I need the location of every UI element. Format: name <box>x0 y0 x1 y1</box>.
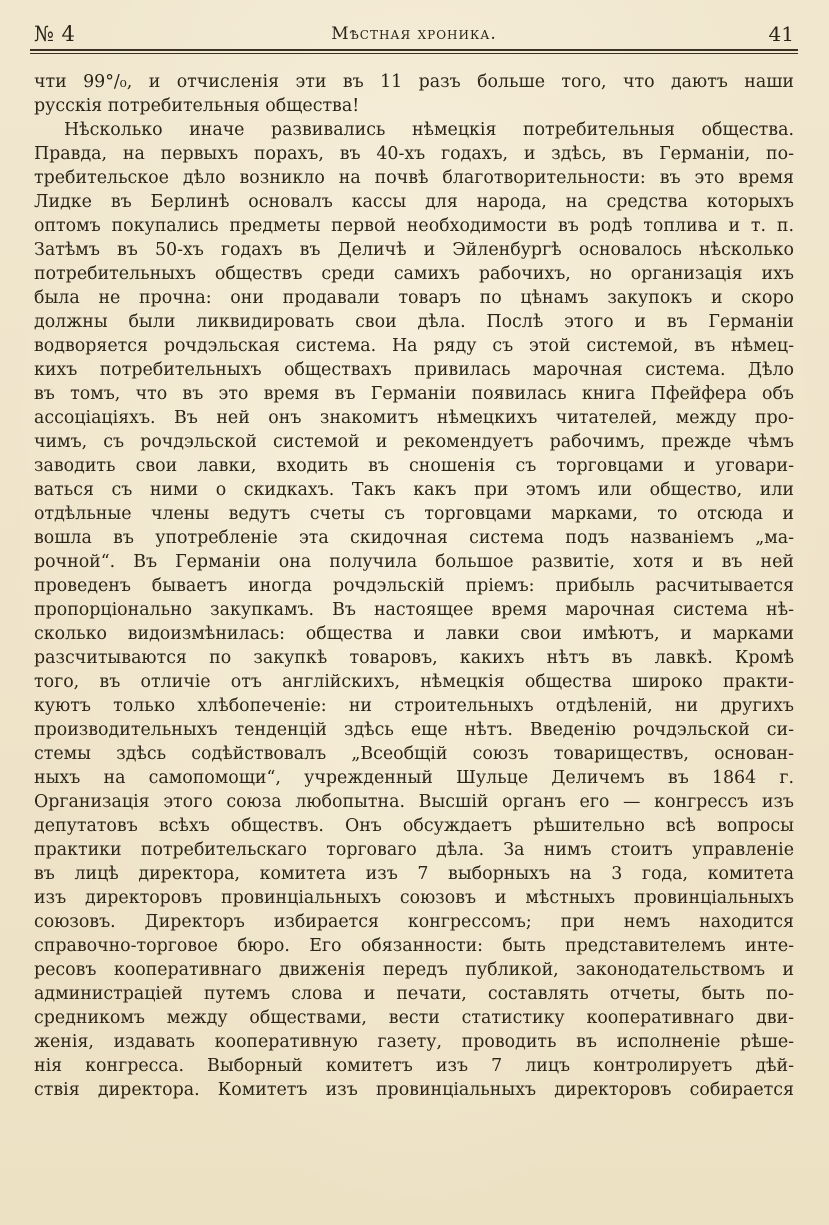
text-line: ассоціаціяхъ. Въ ней онъ знакомитъ нѣмецкихъ читателей, между про- <box>34 408 794 428</box>
text-line: проведенъ бываетъ иногда рочдэльскій пріемъ: прибыль расчитывается <box>34 576 794 596</box>
running-header <box>34 20 794 48</box>
text-line: администраціей путемъ слова и печати, составлять отчеты, быть по- <box>34 984 794 1004</box>
text-line: справочно-торговое бюро. Его обязанности: быть представителемъ инте- <box>34 936 794 956</box>
text-line: женія, издавать кооперативную газету, проводить въ исполненіе рѣше- <box>34 1032 794 1052</box>
text-line: ресовъ кооперативнаго движенія передъ публикой, законодательствомъ и <box>34 960 794 980</box>
text-line: Организація этого союза любопытна. Высшій органъ его — конгрессъ изъ <box>34 792 794 812</box>
text-line: того, въ отличіе отъ англійскихъ, нѣмецкія общества широко практи- <box>34 672 794 692</box>
text-line: водворяется рочдэльская система. На ряду съ этой системой, въ нѣмец- <box>34 336 794 356</box>
text-line: въ лицѣ директора, комитета изъ 7 выборныхъ на 3 года, комитета <box>34 864 794 884</box>
text-line: оптомъ покупались предметы первой необходимости въ родѣ топлива и т. п. <box>34 216 794 236</box>
text-line: чимъ, съ рочдэльской системой и рекомендуетъ рабочимъ, прежде чѣмъ <box>34 432 794 452</box>
text-line: депутатовъ всѣхъ обществъ. Онъ обсуждаетъ рѣшительно всѣ вопросы <box>34 816 794 836</box>
text-line: нія конгресса. Выборный комитетъ изъ 7 лицъ контролируетъ дѣй- <box>34 1056 794 1076</box>
text-line: Нѣсколько иначе развивались нѣмецкія потребительныя общества. <box>64 120 794 140</box>
text-line: была не прочна: они продавали товаръ по цѣнамъ закупокъ и скоро <box>34 288 794 308</box>
text-line: вошла въ употребленіе эта скидочная система подъ названіемъ „ма- <box>34 528 794 548</box>
text-line: въ томъ, что въ это время въ Германіи появилась книга Пфейфера объ <box>34 384 794 404</box>
text-line: Затѣмъ въ 50-хъ годахъ въ Деличѣ и Эйленбургѣ основалось нѣсколько <box>34 240 794 260</box>
text-line: сколько видоизмѣнилась: общества и лавки свои имѣютъ, и марками <box>34 624 794 644</box>
text-line: кихъ потребительныхъ обществахъ привилась марочная система. Дѣло <box>34 360 794 380</box>
text-line: куютъ только хлѣбопеченіе: ни строительныхъ отдѣленій, ни другихъ <box>34 696 794 716</box>
page-number: 41 <box>768 22 794 46</box>
issue-number: № 4 <box>34 22 76 46</box>
text-line: стемы здѣсь содѣйствовалъ „Всеобщій союзъ товариществъ, основан- <box>34 744 794 764</box>
text-line: средникомъ между обществами, вести статистику кооперативнаго дви- <box>34 1008 794 1028</box>
text-line: производительныхъ тенденцій здѣсь еще нѣтъ. Введенію рочдэльской си- <box>34 720 794 740</box>
text-line: практики потребительскаго торговаго дѣла. За нимъ стоитъ управленіе <box>34 840 794 860</box>
text-line: потребительныхъ обществъ среди самихъ рабочихъ, но организація ихъ <box>34 264 794 284</box>
text-line: требительское дѣло возникло на почвѣ благотворительности: въ это время <box>34 168 794 188</box>
text-line: ныхъ на самопомощи“, учрежденный Шульце Деличемъ въ 1864 г. <box>34 768 794 788</box>
text-line: ваться съ ними о скидкахъ. Такъ какъ при этомъ или общество, или <box>34 480 794 500</box>
text-line: чти 99°/₀, и отчисленія эти въ 11 разъ больше того, что даютъ наши <box>34 72 794 92</box>
text-line: пропорціонально закупкамъ. Въ настоящее время марочная система нѣ- <box>34 600 794 620</box>
text-line: Лидке въ Берлинѣ основалъ кассы для народа, на средства которыхъ <box>34 192 794 212</box>
text-line: отдѣльные члены ведутъ счеты съ торговцами марками, то отсюда и <box>34 504 794 524</box>
text-line: изъ директоровъ провинціальныхъ союзовъ и мѣстныхъ провинціальныхъ <box>34 888 794 908</box>
text-line: рочной“. Въ Германіи она получила большое развитіе, хотя и въ ней <box>34 552 794 572</box>
text-line: Правда, на первыхъ порахъ, въ 40-хъ годахъ, и здѣсь, въ Германіи, по- <box>34 144 794 164</box>
text-line: должны были ликвидировать свои дѣла. Послѣ этого и въ Германіи <box>34 312 794 332</box>
header-rule <box>30 49 798 54</box>
text-line: заводить свои лавки, входить въ сношенія съ торговцами и уговари- <box>34 456 794 476</box>
body-text <box>34 70 794 1102</box>
text-line: русскія потребительныя общества! <box>34 96 360 116</box>
section-title: Мѣстная хроника. <box>331 24 497 44</box>
text-line: ствія директора. Комитетъ изъ провинціальныхъ директоровъ собирается <box>34 1080 794 1100</box>
text-line: разсчитываются по закупкѣ товаровъ, какихъ нѣтъ въ лавкѣ. Кромѣ <box>34 648 794 668</box>
text-line: союзовъ. Директоръ избирается конгрессомъ; при немъ находится <box>34 912 794 932</box>
